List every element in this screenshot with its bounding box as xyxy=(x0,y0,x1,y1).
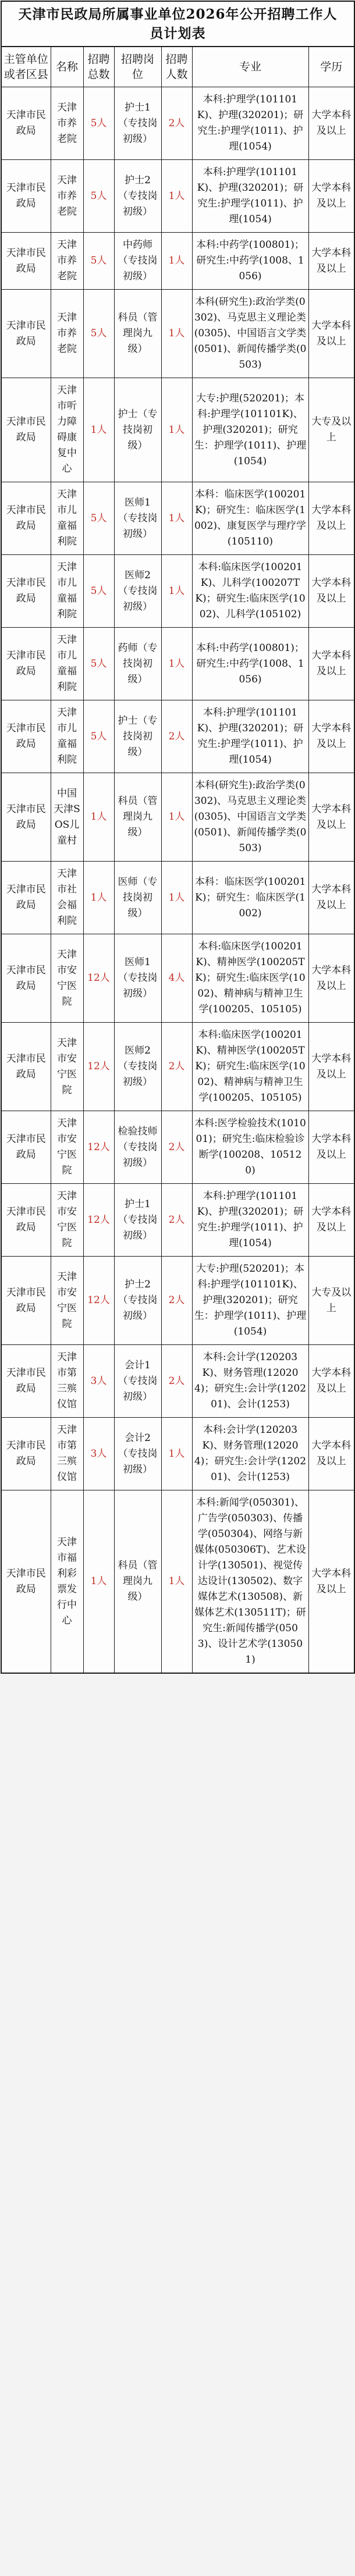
cell-education: 大学本科及以上 xyxy=(308,1111,354,1184)
cell-major: 本科:护理学(101101K)、护理(320201)；研究生:护理学(1011)、护理(1054) xyxy=(192,700,308,773)
cell-education: 大学本科及以上 xyxy=(308,482,354,555)
cell-total: 12人 xyxy=(83,934,114,1023)
cell-count: 2人 xyxy=(161,1345,192,1418)
cell-major: 本科(研究生):政治学类(0302)、马克思主义理论类(0305)、中国语言文学类(0501)、新闻传播学类(0503) xyxy=(192,290,308,378)
cell-total: 1人 xyxy=(83,862,114,934)
cell-name: 天津市第三殡仪馆 xyxy=(51,1345,83,1418)
cell-position: 护士1（专技岗初级） xyxy=(114,1184,161,1257)
page-title: 天津市民政局所属事业单位2026年公开招聘工作人员计划表 xyxy=(1,1,355,46)
cell-major: 大专:护理(520201)；本科:护理学(101101K)、护理(320201)；研究生：护理学(1011)、护理(1054) xyxy=(192,1257,308,1345)
cell-major: 本科：临床医学(100201K)；研究生：临床医学(1002)、康复医学与理疗学(105110) xyxy=(192,482,308,555)
cell-position: 会计2（专技岗初级） xyxy=(114,1418,161,1490)
cell-unit: 天津市民政局 xyxy=(1,1257,51,1345)
cell-total: 12人 xyxy=(83,1184,114,1257)
cell-major: 本科(研究生):政治学类(0302)、马克思主义理论类(0305)、中国语言文学类(0501)、新闻传播学类(0503) xyxy=(192,773,308,862)
cell-unit: 天津市民政局 xyxy=(1,233,51,290)
cell-education: 大学本科及以上 xyxy=(308,700,354,773)
cell-count: 4人 xyxy=(161,934,192,1023)
cell-name: 天津市安宁医院 xyxy=(51,934,83,1023)
table-row xyxy=(1,700,354,773)
cell-total: 12人 xyxy=(83,1111,114,1184)
table-row xyxy=(1,1023,354,1111)
cell-count: 1人 xyxy=(161,1418,192,1490)
cell-name: 天津市安宁医院 xyxy=(51,1023,83,1111)
cell-unit: 天津市民政局 xyxy=(1,1184,51,1257)
cell-education: 大学本科及以上 xyxy=(308,1184,354,1257)
cell-position: 护士（专技岗初级） xyxy=(114,378,161,482)
cell-name: 天津市养老院 xyxy=(51,160,83,233)
header-name: 名称 xyxy=(51,47,83,87)
cell-count: 2人 xyxy=(161,1023,192,1111)
cell-count: 1人 xyxy=(161,628,192,700)
cell-education: 大专及以上 xyxy=(308,1257,354,1345)
cell-major: 本科:临床医学(100201K)、儿科学(100207TK)；研究生:临床医学(1002)、儿科学(105102) xyxy=(192,555,308,628)
cell-unit: 天津市民政局 xyxy=(1,628,51,700)
cell-unit: 天津市民政局 xyxy=(1,934,51,1023)
cell-major: 本科:医学检验技术(101001)；研究生:临床检验诊断学(100208、105120) xyxy=(192,1111,308,1184)
cell-education: 大专及以上 xyxy=(308,378,354,482)
table-row xyxy=(1,934,354,1023)
table-row xyxy=(1,1345,354,1418)
table-row xyxy=(1,1184,354,1257)
cell-total: 1人 xyxy=(83,1490,114,1674)
table-row xyxy=(1,233,354,290)
cell-name: 天津市安宁医院 xyxy=(51,1184,83,1257)
cell-name: 天津市福利彩票发行中心 xyxy=(51,1490,83,1674)
cell-major: 本科:会计学(120203K)、财务管理(120204)；研究生:会计学(120201)、会计(1253) xyxy=(192,1345,308,1418)
table-row xyxy=(1,87,354,160)
cell-name: 天津市儿童福利院 xyxy=(51,555,83,628)
cell-major: 本科：临床医学(100201K)；研究生：临床医学(1002) xyxy=(192,862,308,934)
cell-education: 大学本科及以上 xyxy=(308,233,354,290)
cell-education: 大学本科及以上 xyxy=(308,862,354,934)
cell-count: 1人 xyxy=(161,862,192,934)
recruitment-table xyxy=(1,1,355,1674)
cell-count: 1人 xyxy=(161,233,192,290)
cell-unit: 天津市民政局 xyxy=(1,160,51,233)
cell-total: 3人 xyxy=(83,1345,114,1418)
cell-unit: 天津市民政局 xyxy=(1,482,51,555)
header-count: 招聘人数 xyxy=(161,47,192,87)
cell-count: 2人 xyxy=(161,1184,192,1257)
cell-name: 天津市养老院 xyxy=(51,233,83,290)
cell-total: 12人 xyxy=(83,1023,114,1111)
cell-position: 药师（专技岗初级） xyxy=(114,628,161,700)
cell-count: 2人 xyxy=(161,1257,192,1345)
cell-education: 大学本科及以上 xyxy=(308,1418,354,1490)
cell-unit: 天津市民政局 xyxy=(1,1418,51,1490)
table-row xyxy=(1,1418,354,1490)
cell-major: 本科:新闻学(050301)、广告学(050303)、传播学(050304)、网络与新媒体(050306T)、艺术设计学(130501)、视觉传达设计(130502)、数字媒体艺术(130508)、新媒体艺术(130511T)；研究生:新闻传播学(0503)、设计艺术学(130501) xyxy=(192,1490,308,1674)
cell-position: 检验技师（专技岗初级） xyxy=(114,1111,161,1184)
cell-total: 5人 xyxy=(83,160,114,233)
cell-position: 科员（管理岗九级） xyxy=(114,1490,161,1674)
cell-education: 大学本科及以上 xyxy=(308,87,354,160)
table-row xyxy=(1,1111,354,1184)
cell-total: 1人 xyxy=(83,378,114,482)
header-row xyxy=(1,47,354,87)
cell-position: 科员（管理岗九级） xyxy=(114,290,161,378)
cell-unit: 天津市民政局 xyxy=(1,290,51,378)
cell-count: 1人 xyxy=(161,1490,192,1674)
cell-name: 天津市养老院 xyxy=(51,290,83,378)
cell-count: 1人 xyxy=(161,482,192,555)
cell-total: 5人 xyxy=(83,233,114,290)
table-row xyxy=(1,378,354,482)
header-unit: 主管单位或者区县 xyxy=(1,47,51,87)
cell-education: 大学本科及以上 xyxy=(308,160,354,233)
cell-position: 医师2（专技岗初级） xyxy=(114,1023,161,1111)
cell-unit: 天津市民政局 xyxy=(1,1490,51,1674)
table-row xyxy=(1,482,354,555)
cell-position: 护士（专技岗初级） xyxy=(114,700,161,773)
cell-major: 大专:护理(520201)；本科:护理学(101101K)、护理(320201)；研究生：护理学(1011)、护理(1054) xyxy=(192,378,308,482)
cell-count: 1人 xyxy=(161,160,192,233)
cell-total: 5人 xyxy=(83,87,114,160)
cell-name: 天津市安宁医院 xyxy=(51,1257,83,1345)
cell-position: 医师1（专技岗初级） xyxy=(114,934,161,1023)
cell-count: 1人 xyxy=(161,555,192,628)
cell-unit: 天津市民政局 xyxy=(1,1111,51,1184)
cell-position: 科员（管理岗九级） xyxy=(114,773,161,862)
cell-position: 护士2（专技岗初级） xyxy=(114,160,161,233)
cell-count: 2人 xyxy=(161,700,192,773)
cell-count: 2人 xyxy=(161,1111,192,1184)
header-major: 专业 xyxy=(192,47,308,87)
cell-total: 12人 xyxy=(83,1257,114,1345)
table-row xyxy=(1,160,354,233)
cell-unit: 天津市民政局 xyxy=(1,773,51,862)
cell-education: 大学本科及以上 xyxy=(308,628,354,700)
cell-total: 5人 xyxy=(83,290,114,378)
table-row xyxy=(1,1490,354,1674)
cell-education: 大学本科及以上 xyxy=(308,555,354,628)
cell-major: 本科:临床医学(100201K)、精神医学(100205TK)；研究生:临床医学(1002)、精神病与精神卫生学(100205、105105) xyxy=(192,1023,308,1111)
cell-education: 大学本科及以上 xyxy=(308,934,354,1023)
cell-name: 中国天津SOS儿童村 xyxy=(51,773,83,862)
cell-major: 本科:临床医学(100201K)、精神医学(100205TK)；研究生:临床医学(1002)、精神病与精神卫生学(100205、105105) xyxy=(192,934,308,1023)
cell-education: 大学本科及以上 xyxy=(308,1345,354,1418)
cell-name: 天津市第三殡仪馆 xyxy=(51,1418,83,1490)
cell-education: 大学本科及以上 xyxy=(308,290,354,378)
cell-position: 医师2（专技岗初级） xyxy=(114,555,161,628)
cell-count: 1人 xyxy=(161,378,192,482)
header-education: 学历 xyxy=(308,47,354,87)
table-header xyxy=(1,47,354,87)
cell-name: 天津市听力障碍康复中心 xyxy=(51,378,83,482)
cell-name: 天津市安宁医院 xyxy=(51,1111,83,1184)
cell-unit: 天津市民政局 xyxy=(1,1345,51,1418)
table-row xyxy=(1,1257,354,1345)
header-total: 招聘总数 xyxy=(83,47,114,87)
cell-major: 本科:护理学(101101K)、护理(320201)；研究生:护理学(1011)、护理(1054) xyxy=(192,87,308,160)
cell-unit: 天津市民政局 xyxy=(1,1023,51,1111)
cell-position: 医师1（专技岗初级） xyxy=(114,482,161,555)
cell-major: 本科:中药学(100801)；研究生:中药学(1008、1056) xyxy=(192,233,308,290)
cell-total: 3人 xyxy=(83,1418,114,1490)
cell-unit: 天津市民政局 xyxy=(1,555,51,628)
cell-education: 大学本科及以上 xyxy=(308,1023,354,1111)
cell-name: 天津市养老院 xyxy=(51,87,83,160)
table-body xyxy=(1,87,354,1674)
cell-position: 会计1（专技岗初级） xyxy=(114,1345,161,1418)
table-row xyxy=(1,862,354,934)
cell-position: 护士1（专技岗初级） xyxy=(114,87,161,160)
cell-total: 5人 xyxy=(83,555,114,628)
table-row xyxy=(1,290,354,378)
table-row xyxy=(1,555,354,628)
cell-unit: 天津市民政局 xyxy=(1,87,51,160)
cell-position: 护士2（专技岗初级） xyxy=(114,1257,161,1345)
cell-count: 2人 xyxy=(161,87,192,160)
cell-total: 5人 xyxy=(83,482,114,555)
cell-total: 5人 xyxy=(83,628,114,700)
cell-total: 1人 xyxy=(83,773,114,862)
cell-unit: 天津市民政局 xyxy=(1,378,51,482)
cell-count: 1人 xyxy=(161,290,192,378)
cell-name: 天津市儿童福利院 xyxy=(51,700,83,773)
cell-position: 医师（专技岗初级） xyxy=(114,862,161,934)
cell-name: 天津市儿童福利院 xyxy=(51,482,83,555)
cell-major: 本科:会计学(120203K)、财务管理(120204)；研究生:会计学(120201)、会计(1253) xyxy=(192,1418,308,1490)
cell-major: 本科:护理学(101101K)、护理(320201)；研究生:护理学(1011)、护理(1054) xyxy=(192,1184,308,1257)
cell-count: 1人 xyxy=(161,773,192,862)
cell-position: 中药师（专技岗初级） xyxy=(114,233,161,290)
cell-education: 大学本科及以上 xyxy=(308,1490,354,1674)
cell-unit: 天津市民政局 xyxy=(1,700,51,773)
cell-major: 本科:中药学(100801)；研究生:中药学(1008、1056) xyxy=(192,628,308,700)
table-row xyxy=(1,628,354,700)
cell-name: 天津市儿童福利院 xyxy=(51,628,83,700)
cell-education: 大学本科及以上 xyxy=(308,773,354,862)
cell-major: 本科:护理学(101101K)、护理(320201)；研究生:护理学(1011)、护理(1054) xyxy=(192,160,308,233)
header-position: 招聘岗位 xyxy=(114,47,161,87)
cell-unit: 天津市民政局 xyxy=(1,862,51,934)
cell-total: 5人 xyxy=(83,700,114,773)
cell-name: 天津市社会福利院 xyxy=(51,862,83,934)
table-row xyxy=(1,773,354,862)
